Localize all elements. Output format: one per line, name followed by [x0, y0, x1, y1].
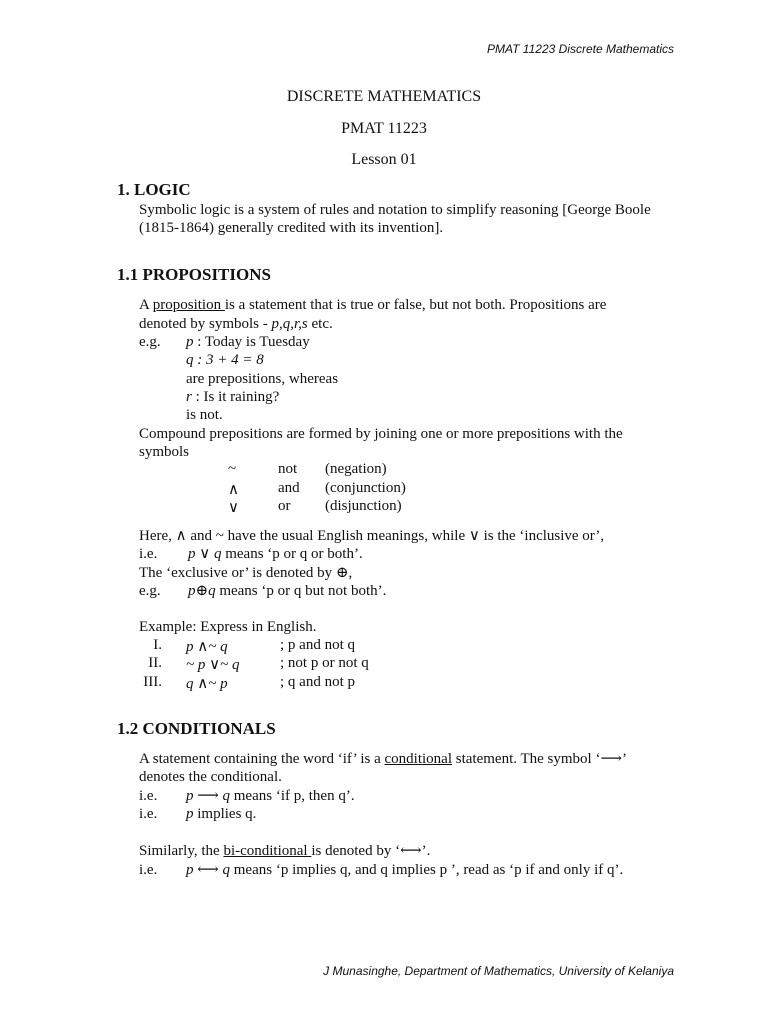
- here-meanings-text: Here, ∧ and ~ have the usual English meanings, while ∨ is the ‘inclusive or’,: [139, 528, 605, 544]
- text-run: : Is it raining?: [191, 389, 280, 405]
- eg-label: e.g.: [139, 583, 161, 599]
- math-expression: p ⟷ q: [186, 862, 231, 878]
- connective-desc: (disjunction): [325, 498, 402, 514]
- page-header: PMAT 11223 Discrete Mathematics: [487, 42, 674, 56]
- connective-symbol: ~: [228, 461, 237, 477]
- example-number: III.: [143, 674, 162, 690]
- math-symbols: p,q,r,s: [271, 316, 308, 332]
- logic-text-line2: (1815-1864) generally credited with its invention].: [139, 220, 444, 236]
- example-expression: ~ p ∨~ q: [186, 657, 240, 673]
- section-heading-propositions: 1.1 PROPOSITIONS: [117, 265, 271, 284]
- connective-symbol: ∧: [228, 482, 239, 498]
- connective-desc: (conjunction): [325, 480, 406, 496]
- connective-word: or: [278, 498, 291, 514]
- proposition-term: proposition: [152, 297, 225, 313]
- proposition-symbols: [139, 315, 333, 333]
- ie-label: i.e.: [139, 862, 158, 878]
- biconditional-term: bi-conditional: [223, 843, 312, 859]
- text-run: is a statement that is true or false, but not both. Propositions are: [224, 297, 607, 313]
- section-heading-logic: 1. LOGIC: [117, 180, 191, 199]
- course-code: PMAT 11223: [341, 120, 427, 137]
- example-meaning: ; q and not p: [280, 674, 355, 690]
- section-heading-conditionals: 1.2 CONDITIONALS: [117, 719, 276, 738]
- example-heading: Example: Express in English.: [139, 619, 317, 635]
- example-number: I.: [153, 637, 162, 653]
- example-q: q : 3 + 4 = 8: [186, 352, 264, 368]
- example-number: II.: [148, 655, 162, 671]
- conditional-definition: [139, 750, 627, 768]
- text-run: etc.: [307, 316, 333, 332]
- text-run: means ‘p or q or both’.: [221, 546, 363, 562]
- connective-word: and: [278, 480, 300, 496]
- conditional-term: conditional: [384, 751, 452, 767]
- ie-label: i.e.: [139, 546, 158, 562]
- eg-label: e.g.: [139, 334, 161, 350]
- math-expression: p ⟶ q: [186, 788, 231, 804]
- example-p: [186, 333, 310, 351]
- text-run: means ‘if p, then q’.: [230, 788, 355, 804]
- biconditional-example: [186, 861, 623, 879]
- text-run: A statement containing the word ‘if’ is a: [139, 751, 385, 767]
- conditional-denotes: denotes the conditional.: [139, 769, 282, 785]
- text-run: statement. The symbol ‘⟶’: [452, 751, 627, 767]
- inclusive-or-example: [188, 545, 363, 563]
- text-run: : Today is Tuesday: [193, 334, 310, 350]
- conditional-example: [186, 787, 355, 805]
- are-propositions-text: are prepositions, whereas: [186, 371, 339, 387]
- math-symbol: r: [186, 389, 192, 405]
- logic-text-line1: Symbolic logic is a system of rules and notation to simplify reasoning [George Boole: [139, 202, 651, 218]
- exclusive-or-text: The ‘exclusive or’ is denoted by ⊕,: [139, 565, 353, 581]
- proposition-definition: [139, 296, 606, 314]
- biconditional-definition: [139, 842, 430, 860]
- connective-word: not: [278, 461, 298, 477]
- text-run: means ‘p implies q, and q implies p ’, read as ‘p if and only if q’.: [230, 862, 624, 878]
- compound-text-line2: symbols: [139, 444, 190, 460]
- math-symbol: p: [186, 334, 194, 350]
- example-meaning: ; p and not q: [280, 637, 355, 653]
- text-run: denoted by symbols -: [139, 316, 272, 332]
- text-run: is denoted by ‘⟷’.: [311, 843, 431, 859]
- math-expression: p ∨ q: [188, 546, 222, 562]
- implies-example: [186, 805, 256, 823]
- text-run: means ‘p or q but not both’.: [215, 583, 387, 599]
- lesson-number: Lesson 01: [351, 151, 417, 168]
- exclusive-or-example: [188, 582, 386, 600]
- math-expression: p: [186, 806, 194, 822]
- text-run: Similarly, the: [139, 843, 224, 859]
- example-expression: q ∧~ p: [186, 676, 228, 692]
- connective-symbol: ∨: [228, 500, 239, 516]
- is-not-text: is not.: [186, 407, 223, 423]
- text-run: A: [139, 297, 153, 313]
- example-expression: p ∧~ q: [186, 639, 228, 655]
- math-expression: p⊕q: [188, 583, 216, 599]
- text-run: implies q.: [193, 806, 257, 822]
- example-r: [186, 388, 279, 406]
- ie-label: i.e.: [139, 788, 158, 804]
- connective-desc: (negation): [325, 461, 387, 477]
- doc-title: DISCRETE MATHEMATICS: [286, 88, 482, 105]
- example-meaning: ; not p or not q: [280, 655, 369, 671]
- compound-text-line1: Compound prepositions are formed by joining one or more prepositions with the: [139, 426, 623, 442]
- ie-label: i.e.: [139, 806, 158, 822]
- page-footer: J Munasinghe, Department of Mathematics, University of Kelaniya: [323, 964, 674, 978]
